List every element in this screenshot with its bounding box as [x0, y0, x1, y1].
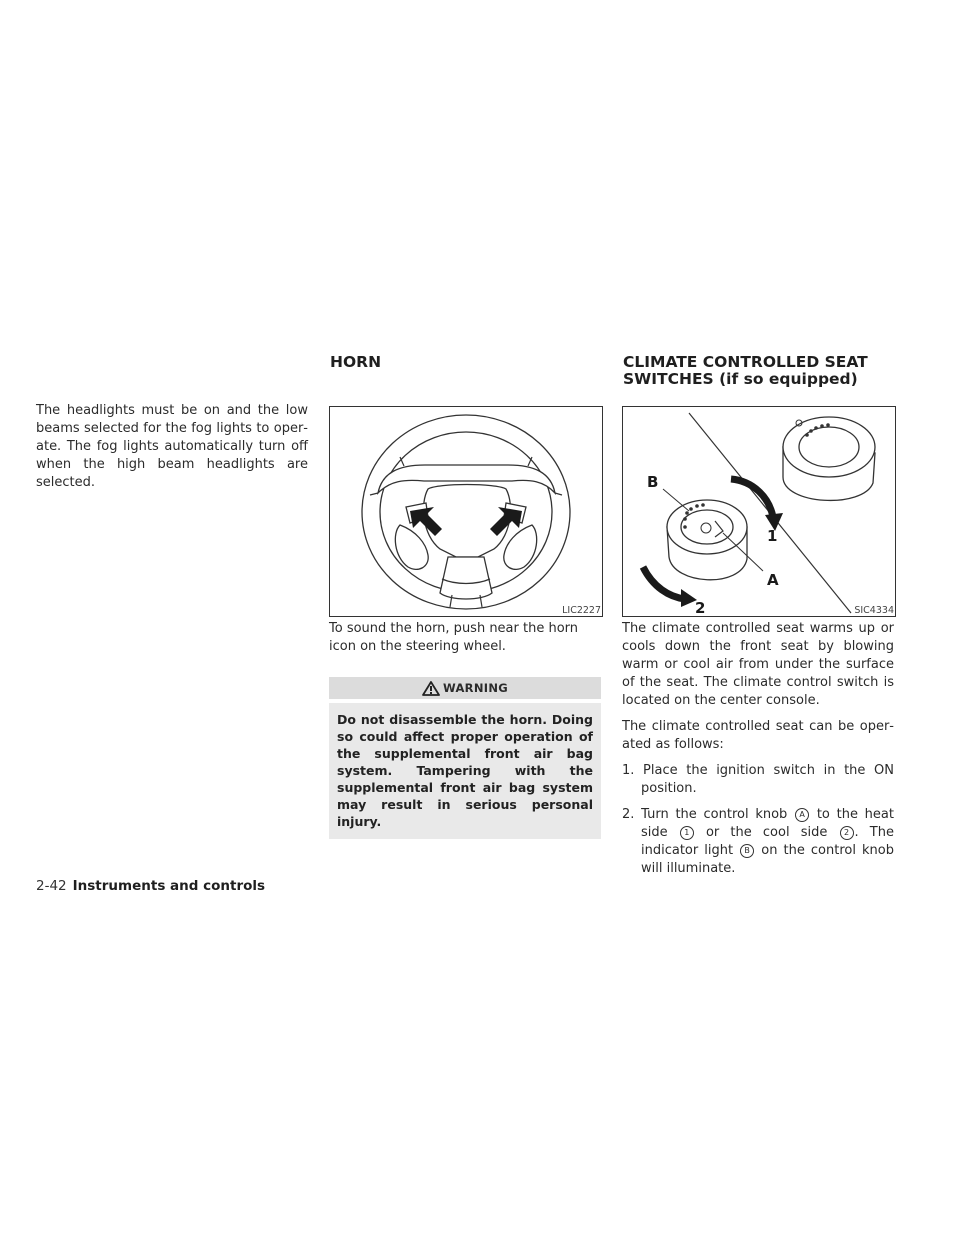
fig-label-b: B	[647, 473, 659, 491]
fig-label-a: A	[767, 571, 779, 589]
badge-b: B	[740, 844, 754, 858]
fig-label-2: 2	[695, 599, 706, 616]
badge-1: 1	[680, 826, 694, 840]
step-1: 1. Place the ignition switch in the ON position.	[622, 763, 894, 796]
climate-seat-heading	[623, 354, 923, 388]
intro-paragraph: The headlights must be on and the low beams selected for the fog lights to operate. The fog lights automatically turn off when the high beam headlights are selected.	[36, 403, 308, 490]
step-2	[622, 806, 894, 878]
warning-icon	[422, 681, 440, 696]
step-2-part-b: to the heat side	[641, 807, 894, 840]
steering-wheel-illustration	[330, 407, 602, 616]
section-title: Instruments and controls	[72, 878, 266, 894]
horn-heading: HORN	[330, 353, 382, 371]
climate-knob-illustration	[623, 407, 895, 616]
warning-label: WARNING	[443, 681, 508, 695]
badge-a: A	[795, 808, 809, 822]
climate-knob-figure	[622, 406, 896, 617]
step-2-part-e: on the control knob will illuminate.	[641, 843, 894, 876]
badge-2: 2	[840, 826, 854, 840]
climate-heading-line1: CLIMATE CONTROLLED SEAT	[623, 353, 868, 371]
figure-id-sic4334: SIC4334	[854, 605, 894, 616]
step-2-part-c: or the cool side	[705, 825, 828, 840]
fig-label-1: 1	[767, 527, 778, 545]
horn-section	[329, 620, 601, 664]
warning-box	[329, 677, 601, 839]
climate-paragraph-2: The climate controlled seat can be operated as follows:	[622, 719, 894, 752]
page-footer	[36, 878, 265, 894]
climate-section	[622, 620, 894, 886]
horn-instructions: To sound the horn, push near the horn icon on the steering wheel.	[329, 621, 579, 654]
fog-light-note	[36, 402, 308, 500]
step-2-part-d: . The indicator light	[641, 825, 894, 858]
page-number: 2-42	[36, 878, 67, 894]
warning-header	[329, 677, 601, 699]
climate-paragraph-1: The climate controlled seat warms up or cools down the front seat by blowing warm or cool air from under the surface of the seat. The climate control switch is located on the center console.	[622, 621, 894, 708]
step-2-part-a: 2. Turn the control knob	[622, 807, 788, 822]
warning-text: Do not disassemble the horn. Doing so could affect proper operation of the supplemental front air bag system. Tampering with the supplemental front air bag system may result in serious personal injury.	[329, 703, 601, 839]
steering-wheel-figure	[329, 406, 603, 617]
figure-id-lic2227: LIC2227	[562, 605, 601, 616]
climate-heading-line2: SWITCHES (if so equipped)	[623, 370, 858, 388]
